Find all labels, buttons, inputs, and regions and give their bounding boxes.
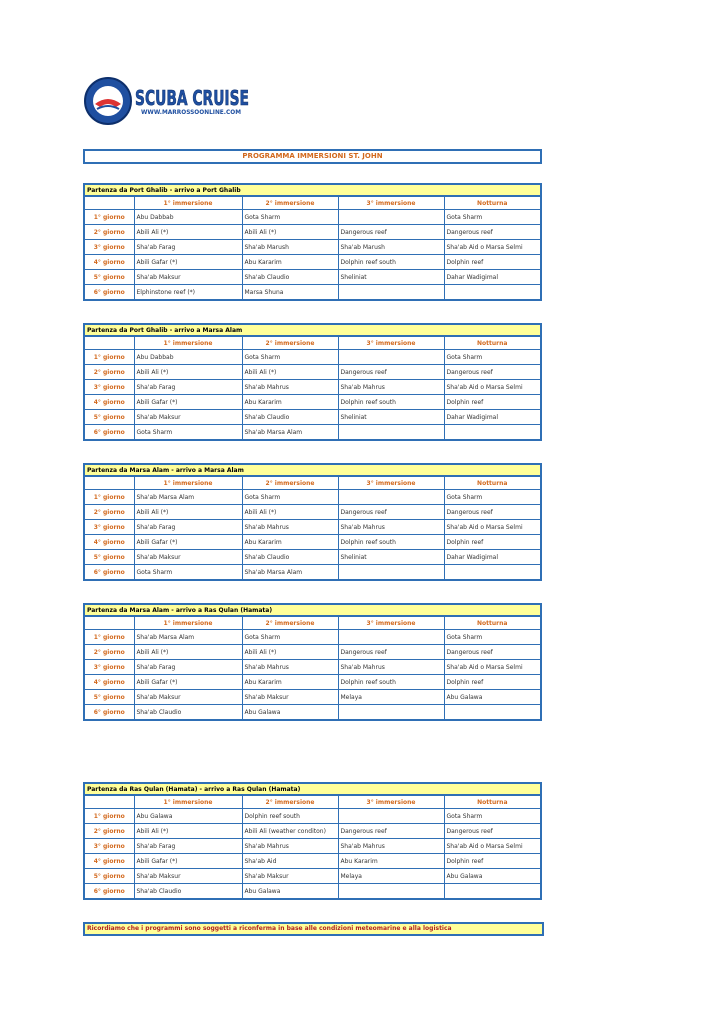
dive-site-cell: Sha'ab Claudio	[134, 705, 242, 721]
table-title: Partenza da Marsa Alam - arrivo a Ras Qulan (Hamata)	[84, 604, 541, 616]
dive-site-cell: Abili Ali (weather conditon)	[242, 824, 338, 839]
dive-site-cell	[338, 210, 444, 225]
dive-site-cell: Dolphin reef south	[338, 255, 444, 270]
dive-site-cell: Sha'ab Marsa Alam	[134, 630, 242, 645]
column-header: 3° immersione	[338, 616, 444, 630]
dive-site-cell: Abili Gafar (*)	[134, 395, 242, 410]
schedule-table	[83, 603, 542, 721]
dive-site-cell: Dangerous reef	[444, 824, 541, 839]
day-label: 5° giorno	[84, 270, 134, 285]
dive-site-cell: Abili Gafar (*)	[134, 854, 242, 869]
table-row	[84, 520, 541, 535]
dive-site-cell: Abili Ali (*)	[134, 505, 242, 520]
dive-site-cell: Dolphin reef south	[242, 809, 338, 824]
dive-site-cell: Sha'ab Mahrus	[242, 660, 338, 675]
dive-site-cell: Abu Kararim	[338, 854, 444, 869]
table-row	[84, 395, 541, 410]
day-label: 1° giorno	[84, 809, 134, 824]
dive-site-cell: Dangerous reef	[444, 505, 541, 520]
dive-site-cell: Elphinstone reef (*)	[134, 285, 242, 301]
dive-site-cell: Dolphin reef	[444, 675, 541, 690]
dive-site-cell	[444, 285, 541, 301]
dive-site-cell: Abili Ali (*)	[242, 505, 338, 520]
day-label: 6° giorno	[84, 425, 134, 441]
dive-site-cell: Sha'ab Maksur	[242, 869, 338, 884]
logo-url-text: WWW.MARROSSOONLINE.COM	[141, 109, 242, 116]
dive-site-cell: Sha'ab Marush	[242, 240, 338, 255]
column-header: Notturna	[444, 795, 541, 809]
day-label: 2° giorno	[84, 225, 134, 240]
table-row	[84, 410, 541, 425]
header-empty-cell	[84, 196, 134, 210]
day-label: 4° giorno	[84, 255, 134, 270]
dive-site-cell: Abili Gafar (*)	[134, 675, 242, 690]
dive-site-cell: Sheliniat	[338, 550, 444, 565]
day-label: 6° giorno	[84, 705, 134, 721]
header-empty-cell	[84, 616, 134, 630]
dive-site-cell: Gota Sharm	[444, 630, 541, 645]
dive-site-cell: Abu Kararim	[242, 255, 338, 270]
dive-site-cell: Sha'ab Maksur	[134, 270, 242, 285]
header-empty-cell	[84, 476, 134, 490]
dive-site-cell: Melaya	[338, 869, 444, 884]
column-header: 2° immersione	[242, 196, 338, 210]
table-row	[84, 645, 541, 660]
schedule-table	[83, 463, 542, 581]
day-label: 6° giorno	[84, 285, 134, 301]
day-label: 1° giorno	[84, 490, 134, 505]
dive-site-cell	[338, 285, 444, 301]
dive-site-cell	[444, 705, 541, 721]
dive-site-cell: Melaya	[338, 690, 444, 705]
dive-site-cell: Sha'ab Marsa Alam	[242, 565, 338, 581]
dive-site-cell	[338, 705, 444, 721]
day-label: 6° giorno	[84, 565, 134, 581]
dive-site-cell: Sha'ab Aid o Marsa Selmi	[444, 660, 541, 675]
dive-site-cell: Sha'ab Mahrus	[338, 380, 444, 395]
dive-site-cell: Sheliniat	[338, 270, 444, 285]
table-row	[84, 535, 541, 550]
dive-site-cell: Sha'ab Mahrus	[242, 380, 338, 395]
day-label: 2° giorno	[84, 645, 134, 660]
logo-brand-text: SCUBA CRUISE	[135, 86, 249, 110]
day-label: 2° giorno	[84, 505, 134, 520]
dive-site-cell: Abu Dabbab	[134, 210, 242, 225]
dive-site-cell: Sha'ab Claudio	[134, 884, 242, 900]
dive-site-cell: Gota Sharm	[242, 490, 338, 505]
dive-site-cell	[338, 884, 444, 900]
dive-site-cell: Gota Sharm	[444, 210, 541, 225]
column-header: 3° immersione	[338, 795, 444, 809]
dive-site-cell: Gota Sharm	[242, 630, 338, 645]
table-header-row	[84, 336, 541, 350]
table-row	[84, 705, 541, 721]
dive-site-cell: Dolphin reef south	[338, 395, 444, 410]
dive-site-cell: Abili Ali (*)	[134, 365, 242, 380]
dive-site-cell: Abu Kararim	[242, 535, 338, 550]
dive-site-cell: Dolphin reef south	[338, 535, 444, 550]
day-label: 1° giorno	[84, 350, 134, 365]
table-row	[84, 490, 541, 505]
dive-site-cell: Abili Gafar (*)	[134, 535, 242, 550]
dive-site-cell: Abili Ali (*)	[134, 645, 242, 660]
column-header: 1° immersione	[134, 476, 242, 490]
table-row	[84, 365, 541, 380]
day-label: 2° giorno	[84, 365, 134, 380]
table-header-row	[84, 196, 541, 210]
day-label: 3° giorno	[84, 839, 134, 854]
day-label: 4° giorno	[84, 395, 134, 410]
dive-site-cell	[444, 884, 541, 900]
table-row	[84, 630, 541, 645]
table-row	[84, 285, 541, 301]
column-header: 2° immersione	[242, 476, 338, 490]
dive-site-cell	[444, 565, 541, 581]
table-row	[84, 809, 541, 824]
dive-site-cell: Abu Dabbab	[134, 350, 242, 365]
table-row	[84, 565, 541, 581]
day-label: 4° giorno	[84, 854, 134, 869]
day-label: 5° giorno	[84, 690, 134, 705]
dive-site-cell	[338, 350, 444, 365]
table-row	[84, 854, 541, 869]
table-title: Partenza da Ras Qulan (Hamata) - arrivo a Ras Qulan (Hamata)	[84, 783, 541, 795]
dive-site-cell: Dangerous reef	[338, 645, 444, 660]
dive-site-cell: Dolphin reef	[444, 395, 541, 410]
page-title: PROGRAMMA IMMERSIONI ST. JOHN	[83, 149, 542, 164]
column-header: 3° immersione	[338, 336, 444, 350]
dive-site-cell: Dangerous reef	[338, 824, 444, 839]
table-title: Partenza da Marsa Alam - arrivo a Marsa Alam	[84, 464, 541, 476]
table-row	[84, 240, 541, 255]
table-row	[84, 350, 541, 365]
day-label: 3° giorno	[84, 660, 134, 675]
day-label: 2° giorno	[84, 824, 134, 839]
dive-site-cell: Sha'ab Aid o Marsa Selmi	[444, 839, 541, 854]
dive-site-cell: Dolphin reef	[444, 854, 541, 869]
dive-site-cell: Dahar Wadigimal	[444, 550, 541, 565]
table-header-row	[84, 616, 541, 630]
dive-site-cell	[338, 809, 444, 824]
table-row	[84, 380, 541, 395]
dive-site-cell: Sha'ab Farag	[134, 380, 242, 395]
dive-site-cell: Sha'ab Aid o Marsa Selmi	[444, 240, 541, 255]
dive-site-cell	[338, 630, 444, 645]
dive-site-cell: Abili Ali (*)	[242, 225, 338, 240]
table-row	[84, 225, 541, 240]
table-row	[84, 884, 541, 900]
day-label: 4° giorno	[84, 675, 134, 690]
dive-site-cell: Sha'ab Maksur	[134, 690, 242, 705]
dive-site-cell: Sha'ab Mahrus	[242, 520, 338, 535]
dive-site-cell: Marsa Shuna	[242, 285, 338, 301]
dive-site-cell: Sha'ab Claudio	[242, 410, 338, 425]
dive-site-cell: Sha'ab Maksur	[134, 869, 242, 884]
table-row	[84, 270, 541, 285]
schedule-table	[83, 323, 542, 441]
day-label: 1° giorno	[84, 630, 134, 645]
dive-site-cell: Abu Galawa	[444, 690, 541, 705]
dive-site-cell: Sha'ab Mahrus	[242, 839, 338, 854]
column-header: 1° immersione	[134, 616, 242, 630]
day-label: 6° giorno	[84, 884, 134, 900]
scuba-cruise-logo	[83, 76, 253, 126]
dive-site-cell: Abu Kararim	[242, 675, 338, 690]
dive-site-cell: Gota Sharm	[134, 565, 242, 581]
dive-site-cell: Abu Kararim	[242, 395, 338, 410]
dive-site-cell: Abili Ali (*)	[242, 365, 338, 380]
dive-site-cell: Dangerous reef	[338, 365, 444, 380]
table-row	[84, 839, 541, 854]
dive-site-cell: Gota Sharm	[444, 350, 541, 365]
column-header: Notturna	[444, 476, 541, 490]
dive-site-cell: Dolphin reef	[444, 535, 541, 550]
dive-site-cell: Abu Galawa	[134, 809, 242, 824]
dive-site-cell: Gota Sharm	[242, 350, 338, 365]
table-row	[84, 255, 541, 270]
dive-site-cell: Sha'ab Maksur	[242, 690, 338, 705]
column-header: Notturna	[444, 196, 541, 210]
dive-site-cell: Sha'ab Mahrus	[338, 839, 444, 854]
dive-site-cell: Dangerous reef	[338, 505, 444, 520]
dive-site-cell: Gota Sharm	[242, 210, 338, 225]
day-label: 3° giorno	[84, 380, 134, 395]
column-header: 1° immersione	[134, 336, 242, 350]
dive-site-cell	[444, 425, 541, 441]
dive-site-cell	[338, 425, 444, 441]
table-row	[84, 675, 541, 690]
dive-site-cell: Gota Sharm	[444, 490, 541, 505]
dive-site-cell: Sheliniat	[338, 410, 444, 425]
dive-site-cell: Abili Ali (*)	[134, 225, 242, 240]
column-header: 2° immersione	[242, 616, 338, 630]
dive-site-cell: Sha'ab Marsa Alam	[134, 490, 242, 505]
dive-site-cell: Dangerous reef	[444, 225, 541, 240]
dive-site-cell: Sha'ab Farag	[134, 240, 242, 255]
table-row	[84, 505, 541, 520]
dive-site-cell: Sha'ab Aid o Marsa Selmi	[444, 520, 541, 535]
table-row	[84, 660, 541, 675]
dive-site-cell: Sha'ab Aid o Marsa Selmi	[444, 380, 541, 395]
day-label: 4° giorno	[84, 535, 134, 550]
day-label: 5° giorno	[84, 869, 134, 884]
day-label: 5° giorno	[84, 410, 134, 425]
table-row	[84, 824, 541, 839]
day-label: 5° giorno	[84, 550, 134, 565]
dive-site-cell: Dahar Wadigimal	[444, 270, 541, 285]
dive-site-cell: Sha'ab Marsa Alam	[242, 425, 338, 441]
column-header: 2° immersione	[242, 795, 338, 809]
column-header: Notturna	[444, 616, 541, 630]
dive-site-cell: Sha'ab Claudio	[242, 550, 338, 565]
table-title: Partenza da Port Ghalib - arrivo a Port Ghalib	[84, 184, 541, 196]
dive-site-cell	[338, 490, 444, 505]
dive-site-cell: Sha'ab Farag	[134, 520, 242, 535]
dive-site-cell: Dolphin reef	[444, 255, 541, 270]
day-label: 3° giorno	[84, 240, 134, 255]
dive-site-cell: Sha'ab Marush	[338, 240, 444, 255]
dive-site-cell: Sha'ab Maksur	[134, 410, 242, 425]
dive-site-cell	[338, 565, 444, 581]
table-header-row	[84, 795, 541, 809]
table-row	[84, 690, 541, 705]
column-header: 2° immersione	[242, 336, 338, 350]
dive-site-cell: Abu Galawa	[444, 869, 541, 884]
dive-site-cell: Dangerous reef	[444, 645, 541, 660]
column-header: 1° immersione	[134, 795, 242, 809]
dive-site-cell: Dolphin reef south	[338, 675, 444, 690]
column-header: 3° immersione	[338, 196, 444, 210]
dive-site-cell: Sha'ab Claudio	[242, 270, 338, 285]
header-empty-cell	[84, 336, 134, 350]
table-title: Partenza da Port Ghalib - arrivo a Marsa Alam	[84, 324, 541, 336]
day-label: 3° giorno	[84, 520, 134, 535]
table-row	[84, 425, 541, 441]
dive-site-cell: Dahar Wadigimal	[444, 410, 541, 425]
dive-site-cell: Abili Ali (*)	[242, 645, 338, 660]
dive-site-cell: Dangerous reef	[338, 225, 444, 240]
dive-site-cell: Abili Ali (*)	[134, 824, 242, 839]
dive-site-cell: Sha'ab Mahrus	[338, 660, 444, 675]
header-empty-cell	[84, 795, 134, 809]
column-header: Notturna	[444, 336, 541, 350]
table-header-row	[84, 476, 541, 490]
column-header: 1° immersione	[134, 196, 242, 210]
table-row	[84, 210, 541, 225]
dive-site-cell: Sha'ab Aid	[242, 854, 338, 869]
table-row	[84, 869, 541, 884]
column-header: 3° immersione	[338, 476, 444, 490]
dive-site-cell: Abu Galawa	[242, 705, 338, 721]
dive-site-cell: Abu Galawa	[242, 884, 338, 900]
schedule-table	[83, 183, 542, 301]
dive-site-cell: Sha'ab Farag	[134, 839, 242, 854]
dive-site-cell: Gota Sharm	[134, 425, 242, 441]
dive-site-cell: Abili Gafar (*)	[134, 255, 242, 270]
dive-site-cell: Dangerous reef	[444, 365, 541, 380]
day-label: 1° giorno	[84, 210, 134, 225]
dive-site-cell: Gota Sharm	[444, 809, 541, 824]
table-row	[84, 550, 541, 565]
dive-site-cell: Sha'ab Maksur	[134, 550, 242, 565]
footer-note: Ricordiamo che i programmi sono soggetti a riconferma in base alle condizioni meteomarine e alla logistica	[83, 922, 544, 936]
dive-site-cell: Sha'ab Farag	[134, 660, 242, 675]
dive-site-cell: Sha'ab Mahrus	[338, 520, 444, 535]
schedule-table	[83, 782, 542, 900]
